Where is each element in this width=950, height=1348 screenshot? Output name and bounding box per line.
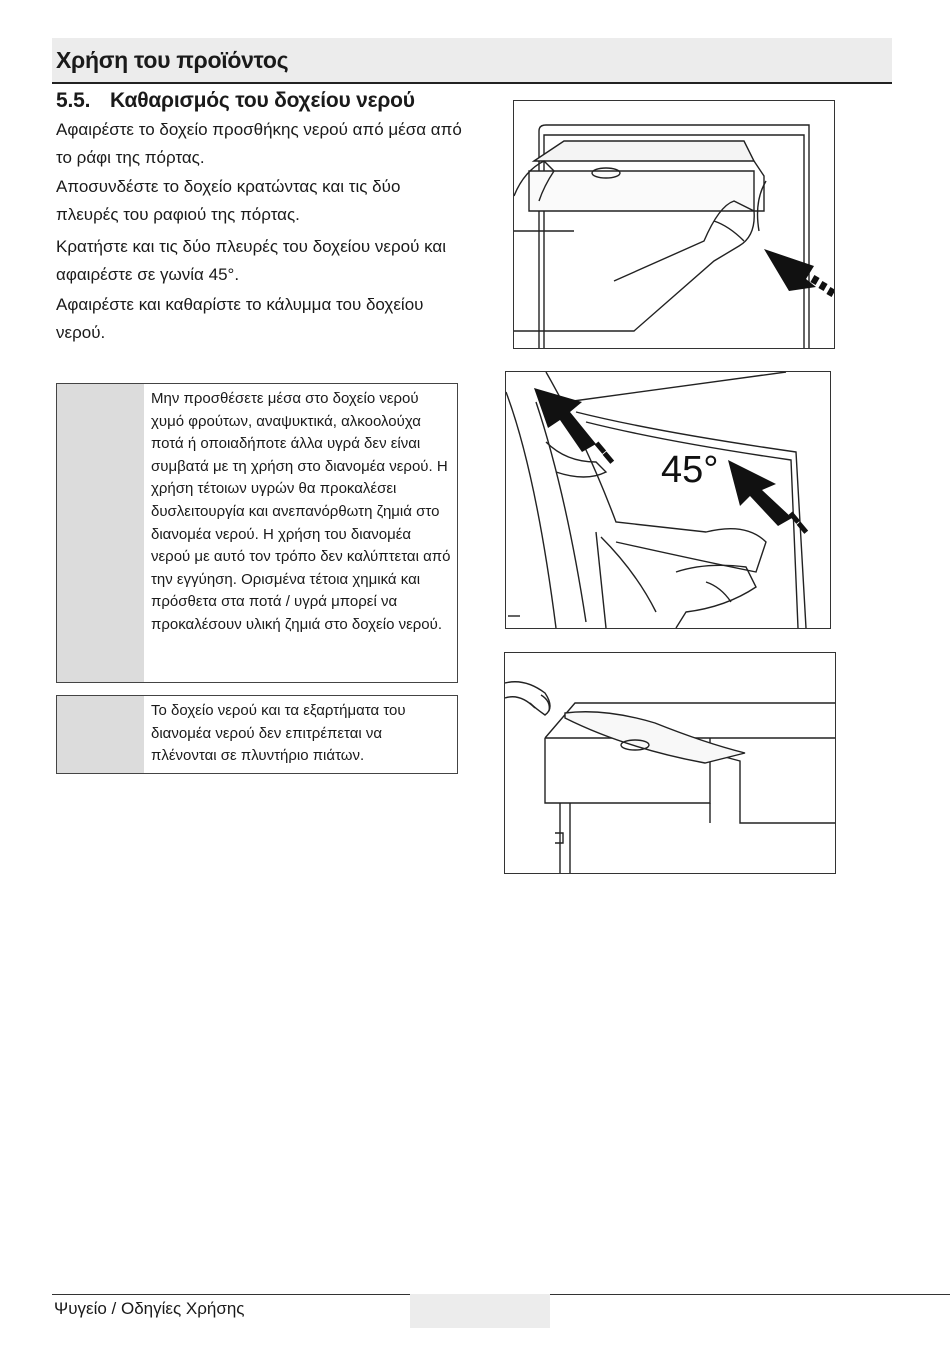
section-heading	[56, 89, 415, 113]
section-title: Καθαρισμός του δοχείου νερού	[110, 89, 415, 112]
page-title: Χρήση του προϊόντος	[56, 47, 289, 73]
figure-lid-removal	[504, 652, 836, 874]
footer-document-title: Ψυγείο / Οδηγίες Χρήσης	[54, 1299, 245, 1318]
illustration-lid-removal	[505, 653, 835, 873]
illustration-remove-tank	[514, 101, 834, 348]
section-number: 5.5.	[56, 89, 91, 112]
step-1: Αφαιρέστε το δοχείο προσθήκης νερού από μέσα από το ράφι της πόρτας.	[56, 120, 462, 167]
dishwasher-note-text: Το δοχείο νερού και τα εξαρτήματα του διανομέα νερού δεν επιτρέπεται να πλένονται σε πλυντήριο πιάτων.	[151, 702, 406, 765]
step-3: Κρατήστε και τις δύο πλευρές του δοχείου νερού και αφαιρέστε σε γωνία 45°.	[56, 237, 447, 284]
note-icon-area	[57, 696, 144, 773]
figure-45-degree	[505, 371, 831, 629]
illustration-45-degree	[506, 372, 830, 628]
angle-label: 45°	[661, 449, 719, 491]
step-4: Αφαιρέστε και καθαρίστε το κάλυμμα του δοχείου νερού.	[56, 295, 424, 342]
note-icon-area	[57, 384, 144, 682]
warning-note	[56, 383, 458, 683]
warning-note-text: Μην προσθέσετε μέσα στο δοχείο νερού χυμό φρούτων, αναψυκτικά, αλκοολούχα ποτά ή οποιαδήποτε άλλα υγρά δεν είναι συμβατά με τη χρήση στο διανομέα νερού. Η χρήση τέτοιων υγρών θα προκαλέσει δυσλειτουργία και ανεπανόρθωτη ζημιά στο διανομέα νερού. Η χρήση του διανομέα νερού με αυτό τον τρόπο δεν καλύπτεται από την εγγύηση. Ορισμένα τέτοια χημικά και πρόσθετα στα ποτά / υγρά μπορεί να προκαλέσουν υλική ζημιά στο δοχείο νερού.	[151, 390, 451, 633]
page-number-box	[410, 1294, 550, 1328]
figure-remove-tank	[513, 100, 835, 349]
step-2: Αποσυνδέστε το δοχείο κρατώντας και τις δύο πλευρές του ραφιού της πόρτας.	[56, 177, 401, 224]
dishwasher-note	[56, 695, 458, 774]
section-header-bar	[52, 38, 892, 84]
